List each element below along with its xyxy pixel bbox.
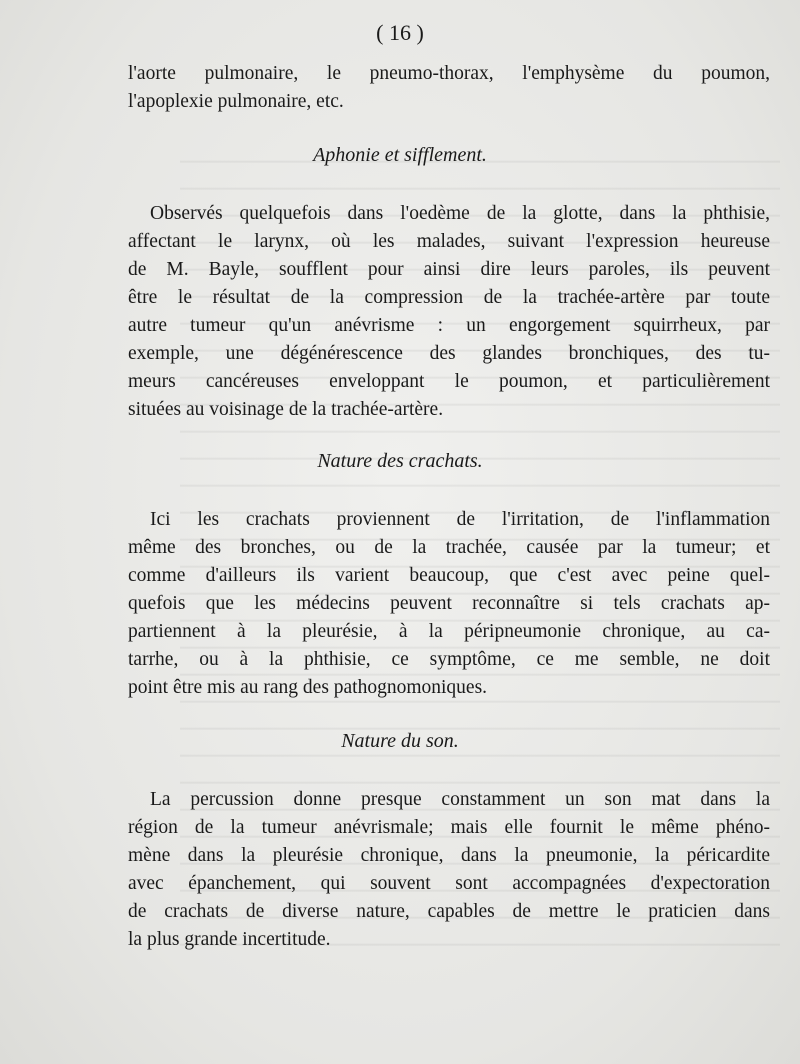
text-line: situées au voisinage de la trachée-artère. bbox=[128, 399, 444, 420]
text-line: exemple, une dégénérescence des glandes bronchiques, des tu- bbox=[128, 343, 770, 364]
paragraph-1 bbox=[128, 60, 770, 116]
text-line: l'apoplexie pulmonaire, etc. bbox=[128, 91, 344, 112]
text-line: être le résultat de la compression de la trachée-artère par toute bbox=[128, 287, 770, 308]
text-line: mène dans la pleurésie chronique, dans la pneumonie, la péricardite bbox=[128, 845, 770, 866]
text-line: de crachats de diverse nature, capables de mettre le praticien dans bbox=[128, 901, 770, 922]
text-line: région de la tumeur anévrismale; mais elle fournit le même phéno- bbox=[128, 817, 770, 838]
text-line: Ici les crachats proviennent de l'irritation, de l'inflammation bbox=[150, 509, 770, 530]
text-line: même des bronches, ou de la trachée, causée par la tumeur; et bbox=[128, 537, 770, 558]
text-line: l'aorte pulmonaire, le pneumo-thorax, l'emphysème du poumon, bbox=[128, 63, 770, 84]
page-number: ( 16 ) bbox=[376, 20, 424, 45]
paragraph-2 bbox=[128, 200, 770, 424]
text-line: la plus grande incertitude. bbox=[128, 929, 331, 950]
text-line: quefois que les médecins peuvent reconnaître si tels crachats ap- bbox=[128, 593, 770, 614]
section-heading-aphonie: Aphonie et sifflement. bbox=[313, 144, 487, 166]
text-line: comme d'ailleurs ils varient beaucoup, que c'est avec peine quel- bbox=[128, 565, 770, 586]
text-line: affectant le larynx, où les malades, suivant l'expression heureuse bbox=[128, 231, 770, 252]
section-heading-son: Nature du son. bbox=[341, 730, 459, 752]
text-line: autre tumeur qu'un anévrisme : un engorgement squirrheux, par bbox=[128, 315, 770, 336]
paragraph-3 bbox=[128, 506, 770, 702]
text-line: tarrhe, ou à la phthisie, ce symptôme, ce me semble, ne doit bbox=[128, 649, 770, 670]
text-line: de M. Bayle, soufflent pour ainsi dire leurs paroles, ils peuvent bbox=[128, 259, 770, 280]
text-line: avec épanchement, qui souvent sont accompagnées d'expectoration bbox=[128, 873, 770, 894]
text-line: meurs cancéreuses enveloppant le poumon, et particulièrement bbox=[128, 371, 770, 392]
text-line: point être mis au rang des pathognomoniques. bbox=[128, 677, 488, 698]
text-line: La percussion donne presque constamment un son mat dans la bbox=[150, 789, 770, 810]
paragraph-4 bbox=[128, 786, 770, 954]
text-line: Observés quelquefois dans l'oedème de la glotte, dans la phthisie, bbox=[150, 203, 770, 224]
section-heading-crachats: Nature des crachats. bbox=[317, 450, 483, 472]
text-line: partiennent à la pleurésie, à la péripneumonie chronique, au ca- bbox=[128, 621, 770, 642]
